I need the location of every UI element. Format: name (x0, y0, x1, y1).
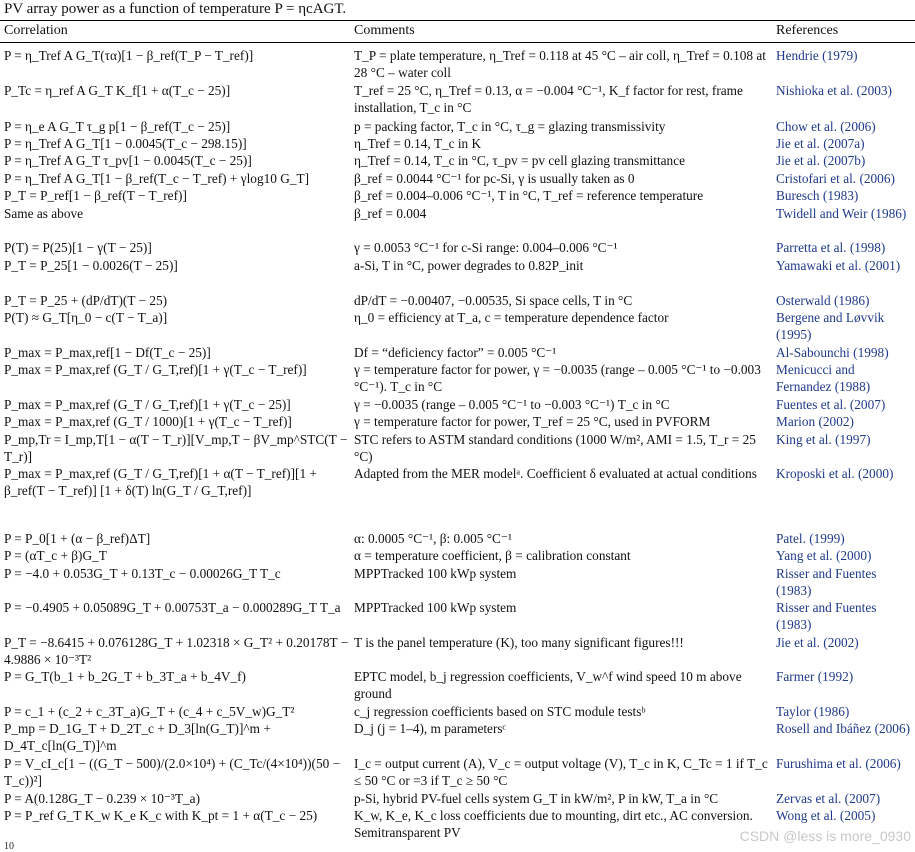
comment-cell: MPPTracked 100 kWp system (354, 566, 517, 581)
comment-cell: p = packing factor, T_c in °C, τ_g = glazing transmissivity (354, 119, 666, 134)
watermark: CSDN @less is more_0930 (739, 828, 911, 844)
reference-link[interactable]: Risser and Fuentes (1983) (776, 600, 877, 632)
reference-link[interactable]: Buresch (1983) (776, 188, 859, 203)
comment-cell: c_j regression coefficients based on STC module testsᵇ (354, 704, 646, 719)
correlation-cell: P(T) ≈ G_T[η_0 − c(T − T_a)] (4, 310, 168, 325)
correlation-cell: P = −4.0 + 0.053G_T + 0.13T_c − 0.00026G_T T_c (4, 566, 281, 581)
table-caption: PV array power as a function of temperature P = ηcAGT. (4, 1, 347, 17)
reference-link[interactable]: Furushima et al. (2006) (776, 756, 901, 771)
comment-cell: D_j (j = 1–4), m parametersᶜ (354, 721, 506, 736)
reference-link[interactable]: Risser and Fuentes (1983) (776, 566, 877, 598)
comment-cell: γ = −0.0035 (range – 0.005 °C⁻¹ to −0.003 °C⁻¹) T_c in °C (354, 397, 670, 412)
comment-cell: I_c = output current (A), V_c = output voltage (V), T_c in K, C_Tc = 1 if T_c ≤ 50 °C or =3 if T_c ≥ 50 °C (354, 756, 768, 788)
reference-link[interactable]: Patel. (1999) (776, 531, 845, 546)
reference-link[interactable]: Rosell and Ibáñez (2006) (776, 721, 911, 736)
correlation-cell: P = G_T(b_1 + b_2G_T + b_3T_a + b_4V_f) (4, 669, 246, 684)
correlation-cell: P_max = P_max,ref (G_T / G_T,ref)[1 + α(T − T_ref)][1 + β_ref(T − T_ref)] [1 + δ(T) ln(G_T / G_T,ref)] (4, 466, 317, 498)
correlation-cell: P_T = −8.6415 + 0.076128G_T + 1.02318 × G_T² + 0.20178T − 4.9886 × 10⁻³T² (4, 635, 349, 667)
correlation-cell: P = A(0.128G_T − 0.239 × 10⁻³T_a) (4, 791, 201, 806)
correlation-cell: P = η_e A G_T τ_g p[1 − β_ref(T_c − 25)] (4, 119, 231, 134)
reference-link[interactable]: Zervas et al. (2007) (776, 791, 881, 806)
correlation-cell: Same as above (4, 206, 84, 221)
reference-link[interactable]: Kroposki et al. (2000) (776, 466, 894, 481)
reference-link[interactable]: Taylor (1986) (776, 704, 850, 719)
comment-cell: T is the panel temperature (K), too many significant figures!!! (354, 635, 684, 650)
reference-link[interactable]: Fuentes et al. (2007) (776, 397, 886, 412)
reference-link[interactable]: Wong et al. (2005) (776, 808, 876, 823)
reference-link[interactable]: Osterwald (1986) (776, 293, 870, 308)
reference-link[interactable]: Farmer (1992) (776, 669, 854, 684)
reference-link[interactable]: Al-Sabounchi (1998) (776, 345, 889, 360)
header-rule (0, 42, 915, 43)
comment-cell: STC refers to ASTM standard conditions (1000 W/m², AMI = 1.5, T_r = 25 °C) (354, 432, 756, 464)
reference-link[interactable]: Parretta et al. (1998) (776, 240, 886, 255)
correlation-cell: P = η_Tref A G_T[1 − β_ref(T_c − T_ref) + γlog10 G_T] (4, 171, 310, 186)
reference-link[interactable]: Nishioka et al. (2003) (776, 83, 892, 98)
correlation-cell: P_max = P_max,ref[1 − Df(T_c − 25)] (4, 345, 211, 360)
reference-link[interactable]: Yamawaki et al. (2001) (776, 258, 901, 273)
correlation-cell: P_Tc = η_ref A G_T K_f[1 + α(T_c − 25)] (4, 83, 231, 98)
correlation-cell: P = P_0[1 + (α − β_ref)ΔT] (4, 531, 151, 546)
reference-link[interactable]: Twidell and Weir (1986) (776, 206, 907, 221)
comment-cell: α: 0.0005 °C⁻¹, β: 0.005 °C⁻¹ (354, 531, 512, 546)
header-correlation: Correlation (4, 23, 68, 38)
comment-cell: a-Si, T in °C, power degrades to 0.82P_init (354, 258, 584, 273)
comment-cell: MPPTracked 100 kWp system (354, 600, 517, 615)
correlation-cell: P = η_Tref A G_T[1 − 0.0045(T_c − 298.15)] (4, 136, 247, 151)
correlation-cell: P_T = P_ref[1 − β_ref(T − T_ref)] (4, 188, 187, 203)
comment-cell: Adapted from the MER modelᵃ. Coefficient δ evaluated at actual conditions (354, 466, 757, 481)
comment-cell: β_ref = 0.0044 °C⁻¹ for pc-Si, γ is usually taken as 0 (354, 171, 635, 186)
correlation-cell: P = c_1 + (c_2 + c_3T_a)G_T + (c_4 + c_5V_w)G_T² (4, 704, 295, 719)
reference-link[interactable]: Hendrie (1979) (776, 48, 858, 63)
correlation-cell: P = V_cI_c[1 − ((G_T − 500)/(2.0×10⁴) + (C_Tc/(4×10⁴))(50 − T_c))²] (4, 756, 341, 788)
reference-link[interactable]: Chow et al. (2006) (776, 119, 876, 134)
reference-link[interactable]: Jie et al. (2007b) (776, 153, 866, 168)
reference-link[interactable]: Marion (2002) (776, 414, 854, 429)
reference-link[interactable]: Bergene and Løvvik (1995) (776, 310, 885, 342)
comment-cell: Df = “deficiency factor” = 0.005 °C⁻¹ (354, 345, 557, 360)
reference-link[interactable]: Menicucci and Fernandez (1988) (776, 362, 871, 394)
comment-cell: α = temperature coefficient, β = calibration constant (354, 548, 631, 563)
comment-cell: β_ref = 0.004–0.006 °C⁻¹, T in °C, T_ref = reference temperature (354, 188, 704, 203)
correlation-cell: P = (αT_c + β)G_T (4, 548, 107, 563)
correlation-cell: P_mp,Tr = I_mp,T[1 − α(T − T_r)][V_mp,T − βV_mp^STC(T − T_r)] (4, 432, 348, 464)
correlation-cell: P_max = P_max,ref (G_T / 1000)[1 + γ(T_c − T_ref)] (4, 414, 292, 429)
correlation-cell: P_mp = D_1G_T + D_2T_c + D_3[ln(G_T)]^m + D_4T_c[ln(G_T)]^m (4, 721, 271, 753)
comment-cell: η_Tref = 0.14, T_c in K (354, 136, 482, 151)
correlation-cell: P = η_Tref A G_T τ_pv[1 − 0.0045(T_c − 25)] (4, 153, 252, 168)
correlation-cell: P = η_Tref A G_T(τα)[1 − β_ref(T_P − T_ref)] (4, 48, 254, 63)
correlation-cell: P_max = P_max,ref (G_T / G_T,ref)[1 + γ(T_c − 25)] (4, 397, 291, 412)
correlation-cell: P(T) = P(25)[1 − γ(T − 25)] (4, 240, 152, 255)
correlation-cell: P_T = P_25[1 − 0.0026(T − 25)] (4, 258, 178, 273)
top-rule (0, 20, 915, 21)
comment-cell: β_ref = 0.004 (354, 206, 427, 221)
comment-cell: γ = 0.0053 °C⁻¹ for c-Si range: 0.004–0.006 °C⁻¹ (354, 240, 618, 255)
comment-cell: T_ref = 25 °C, η_Tref = 0.13, α = −0.004 °C⁻¹, K_f factor for rest, frame installation, T_c in °C (354, 83, 743, 115)
comment-cell: γ = temperature factor for power, γ = −0.0035 (range – 0.005 °C⁻¹ to −0.003 °C⁻¹). T_c in °C (354, 362, 761, 394)
correlation-cell: P_max = P_max,ref (G_T / G_T,ref)[1 + γ(T_c − T_ref)] (4, 362, 307, 377)
comment-cell: η_Tref = 0.14, T_c in °C, τ_pv = pv cell glazing transmittance (354, 153, 686, 168)
comment-cell: η_0 = efficiency at T_a, c = temperature dependence factor (354, 310, 669, 325)
reference-link[interactable]: King et al. (1997) (776, 432, 871, 447)
reference-link[interactable]: Jie et al. (2002) (776, 635, 859, 650)
header-comments: Comments (354, 23, 415, 38)
reference-link[interactable]: Yang et al. (2000) (776, 548, 872, 563)
correlation-cell: P = P_ref G_T K_w K_e K_c with K_pt = 1 + α(T_c − 25) (4, 808, 318, 823)
reference-link[interactable]: Jie et al. (2007a) (776, 136, 865, 151)
comment-cell: EPTC model, b_j regression coefficients, V_w^f wind speed 10 m above ground (354, 669, 742, 701)
correlation-cell: P = −0.4905 + 0.05089G_T + 0.00753T_a − 0.000289G_T T_a (4, 600, 341, 615)
comment-cell: γ = temperature factor for power, T_ref = 25 °C, used in PVFORM (354, 414, 711, 429)
comment-cell: T_P = plate temperature, η_Tref = 0.118 at 45 °C – air coll, η_Tref = 0.108 at 28 °C – water coll (354, 48, 766, 80)
comment-cell: K_w, K_e, K_c loss coefficients due to mounting, dirt etc., AC conversion. Semitransparent PV (354, 808, 753, 840)
correlation-cell: P_T = P_25 + (dP/dT)(T − 25) (4, 293, 168, 308)
reference-link[interactable]: Cristofari et al. (2006) (776, 171, 895, 186)
page-corner-mark: 10 (4, 841, 14, 852)
header-references: References (776, 23, 839, 38)
comment-cell: p-Si, hybrid PV-fuel cells system G_T in kW/m², P in kW, T_a in °C (354, 791, 719, 806)
comment-cell: dP/dT = −0.00407, −0.00535, Si space cells, T in °C (354, 293, 633, 308)
